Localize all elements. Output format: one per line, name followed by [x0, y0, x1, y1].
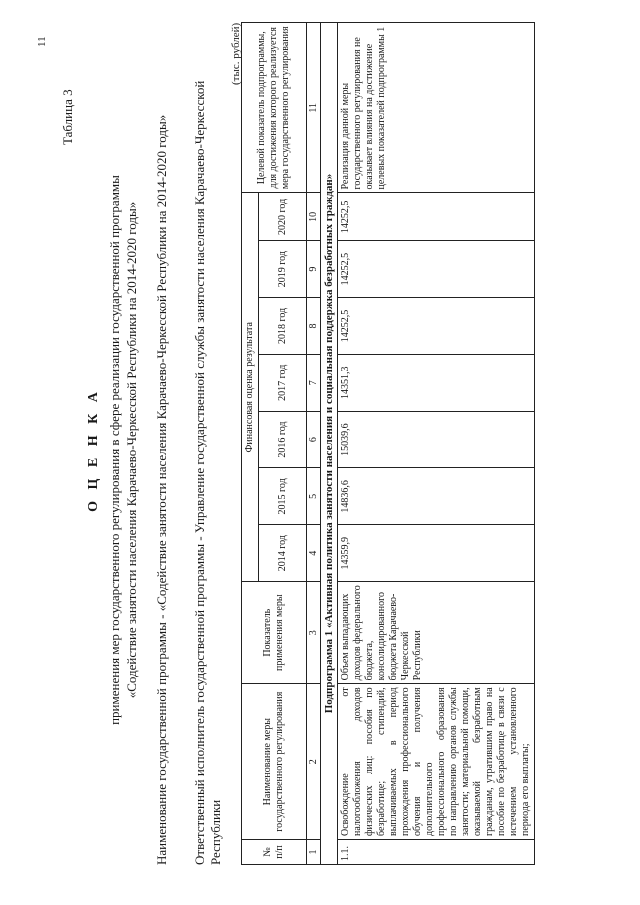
header-target: Целевой показатель подпрограммы, для достижения которого реализуется мера государственного регулирования [242, 23, 307, 194]
header-financial: Финансовая оценка результата [242, 193, 259, 582]
row-num: 1.1. [338, 840, 535, 865]
header-year: 2014 год [259, 525, 307, 582]
column-number: 8 [307, 298, 321, 355]
row-target: Реализация данной меры государственного регулирования не оказывает влияния на достижение целевых показателей подпрограммы 1 [338, 23, 535, 194]
units-label: (тыс. рублей) [230, 22, 242, 85]
column-number: 10 [307, 193, 321, 241]
row-measure-name: Освобождение от налогообложения доходов физических лиц: пособия по безработице; стипендий, выплачиваемых в период прохождения профессионального обучения и получения дополнительного профессионального образования по направлению органов службы занятости; материальной помощи, оказываемой безработным гражданам, утратившим право на пособие по безработице в связи с истечением установленного периода его выплаты; [338, 684, 535, 840]
column-number: 1 [307, 840, 321, 865]
header-year: 2018 год [259, 298, 307, 355]
page-number: 11 [36, 36, 48, 47]
table-label: Таблица 3 [60, 89, 75, 145]
header-year: 2020 год [259, 193, 307, 241]
subtitle-line-2: «Содействие занятости населения Карачаево-Черкесской Республики на 2014-2020 годы» [124, 201, 139, 699]
row-value-2020: 14252,5 [338, 193, 535, 241]
column-number: 2 [307, 684, 321, 840]
row-value-2014: 14359,9 [338, 525, 535, 582]
row-value-2017: 14351,3 [338, 354, 535, 411]
header-year: 2017 год [259, 354, 307, 411]
header-measure-name: Наименование меры государственного регулирования [242, 684, 307, 840]
responsible-executor: Ответственный исполнитель государственной программы - Управление государственной службы занятости населения Карачаево-Черкесской Республики [192, 80, 223, 865]
row-value-2018: 14252,5 [338, 298, 535, 355]
row-value-2019: 14252,5 [338, 241, 535, 298]
header-indicator: Показатель применения меры [242, 582, 307, 684]
row-value-2015: 14836,6 [338, 468, 535, 525]
header-year: 2019 год [259, 241, 307, 298]
column-number-row [307, 23, 321, 865]
header-year: 2015 год [259, 468, 307, 525]
column-number: 5 [307, 468, 321, 525]
table-row [338, 23, 535, 865]
row-indicator: Объем выпадающих доходов федерального бюджета, консолидированного бюджета Карачаево-Черкесской Республики [338, 582, 535, 684]
column-number: 6 [307, 411, 321, 468]
assessment-table [241, 22, 535, 865]
column-number: 3 [307, 582, 321, 684]
column-number: 11 [307, 23, 321, 194]
section-title: Подпрограмма 1 «Активная политика занятости населения и социальная поддержка безработных граждан» [321, 23, 338, 865]
column-number: 9 [307, 241, 321, 298]
column-number: 4 [307, 525, 321, 582]
program-name: Наименование государственной программы - «Содействие занятости населения Карачаево-Черкесской Республики на 2014-2020 годы» [154, 114, 169, 865]
header-year: 2016 год [259, 411, 307, 468]
column-number: 7 [307, 354, 321, 411]
header-num: № п/п [242, 840, 307, 865]
document-title: О Ц Е Н К А [86, 388, 101, 512]
section-row [321, 23, 338, 865]
row-value-2016: 15039,6 [338, 411, 535, 468]
subtitle-line-1: применения мер государственного регулирования в сфере реализации государственной программы [107, 175, 122, 725]
